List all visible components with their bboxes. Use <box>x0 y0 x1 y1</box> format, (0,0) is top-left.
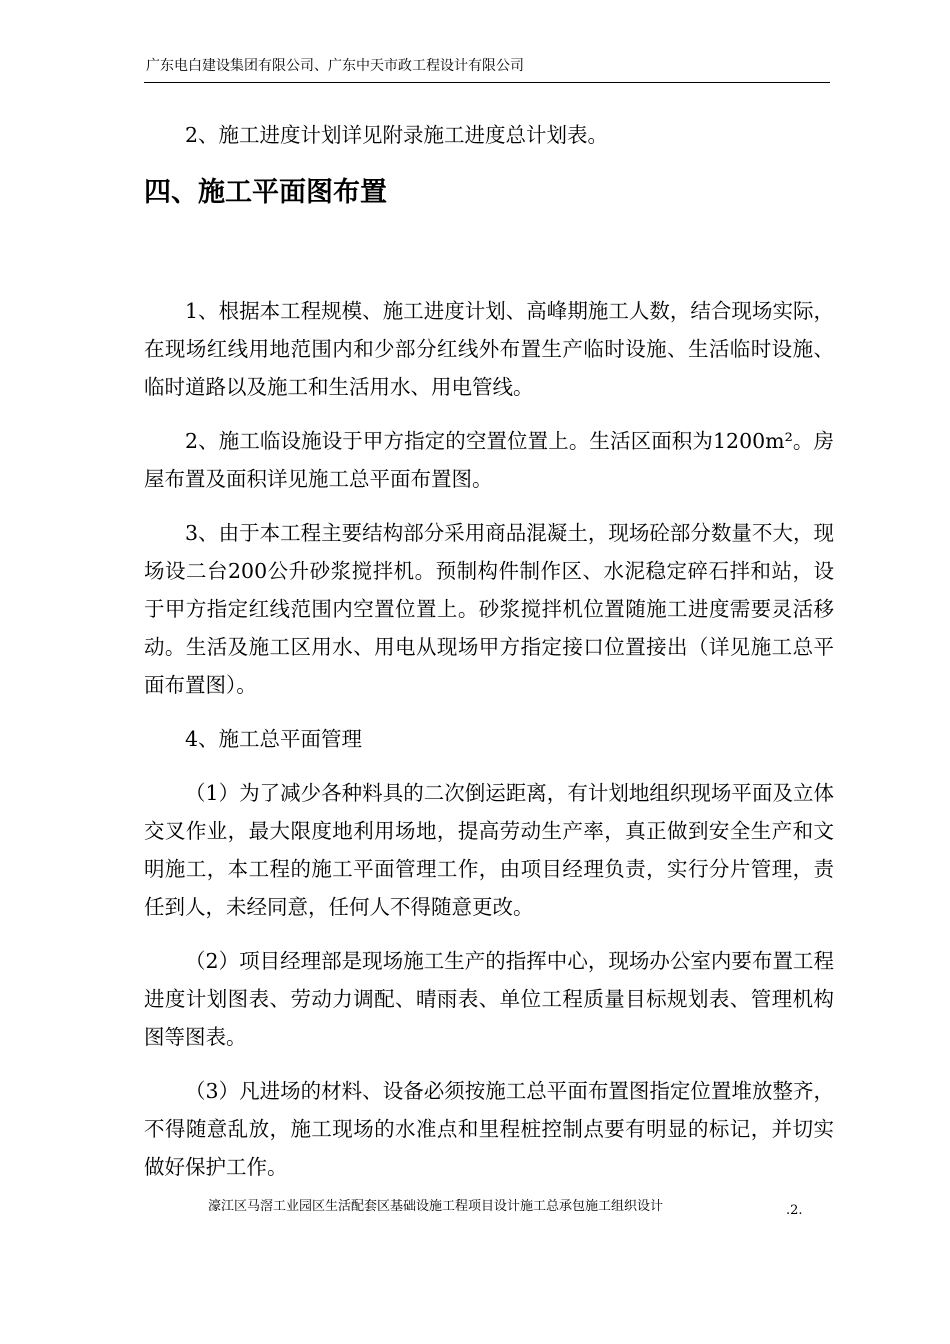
document-body <box>144 116 834 1186</box>
spacer <box>144 498 834 514</box>
page-footer: 濠江区马滘工业园区生活配套区基础设施工程项目设计施工总承包施工组织设计 <box>208 1199 664 1214</box>
paragraph-4-heading: 4、施工总平面管理 <box>185 727 363 751</box>
paragraph-1: 1、根据本工程规模、施工进度计划、高峰期施工人数，结合现场实际，在现场红线用地范围内和少部分红线外布置生产临时设施、生活临时设施、临时道路以及施工和生活用水、用电管线。 <box>144 299 834 399</box>
paragraph-schedule-note: 2、施工进度计划详见附录施工进度总计划表。 <box>185 123 609 147</box>
section-title: 四、施工平面图布置 <box>144 177 387 208</box>
spacer <box>144 758 834 774</box>
paragraph-3: 3、由于本工程主要结构部分采用商品混凝土，现场砼部分数量不大，现场设二台200公升砂浆搅拌机。预制构件制作区、水泥稳定碎石拌和站，设于甲方指定红线范围内空置位置上。砂浆搅拌机位置随施工进度需要灵活移动。生活及施工区用水、用电从现场甲方指定接口位置接出（详见施工总平面布置图）。 <box>144 521 834 697</box>
paragraph-4-3: （3）凡进场的材料、设备必须按施工总平面布置图指定位置堆放整齐，不得随意乱放，施工现场的水准点和里程桩控制点要有明显的标记，并切实做好保护工作。 <box>144 1079 834 1179</box>
paragraph-4-2: （2）项目经理部是现场施工生产的指挥中心，现场办公室内要布置工程进度计划图表、劳动力调配、晴雨表、单位工程质量目标规划表、管理机构图等图表。 <box>144 949 834 1049</box>
spacer <box>144 218 834 292</box>
spacer <box>144 926 834 942</box>
spacer <box>144 406 834 422</box>
page-number: .2. <box>786 1203 803 1218</box>
header-divider <box>144 82 830 83</box>
paragraph-4-1: （1）为了减少各种料具的二次倒运距离，有计划地组织现场平面及立体交叉作业，最大限度地利用场地，提高劳动生产率，真正做到安全生产和文明施工，本工程的施工平面管理工作，由项目经理负责，实行分片管理，责任到人，未经同意，任何人不得随意更改。 <box>144 781 834 919</box>
spacer <box>144 704 834 720</box>
spacer <box>144 1056 834 1072</box>
page-header: 广东电白建设集团有限公司、广东中天市政工程设计有限公司 <box>146 58 524 74</box>
paragraph-2: 2、施工临设施设于甲方指定的空置位置上。生活区面积为1200m²。房屋布置及面积详见施工总平面布置图。 <box>144 429 834 491</box>
